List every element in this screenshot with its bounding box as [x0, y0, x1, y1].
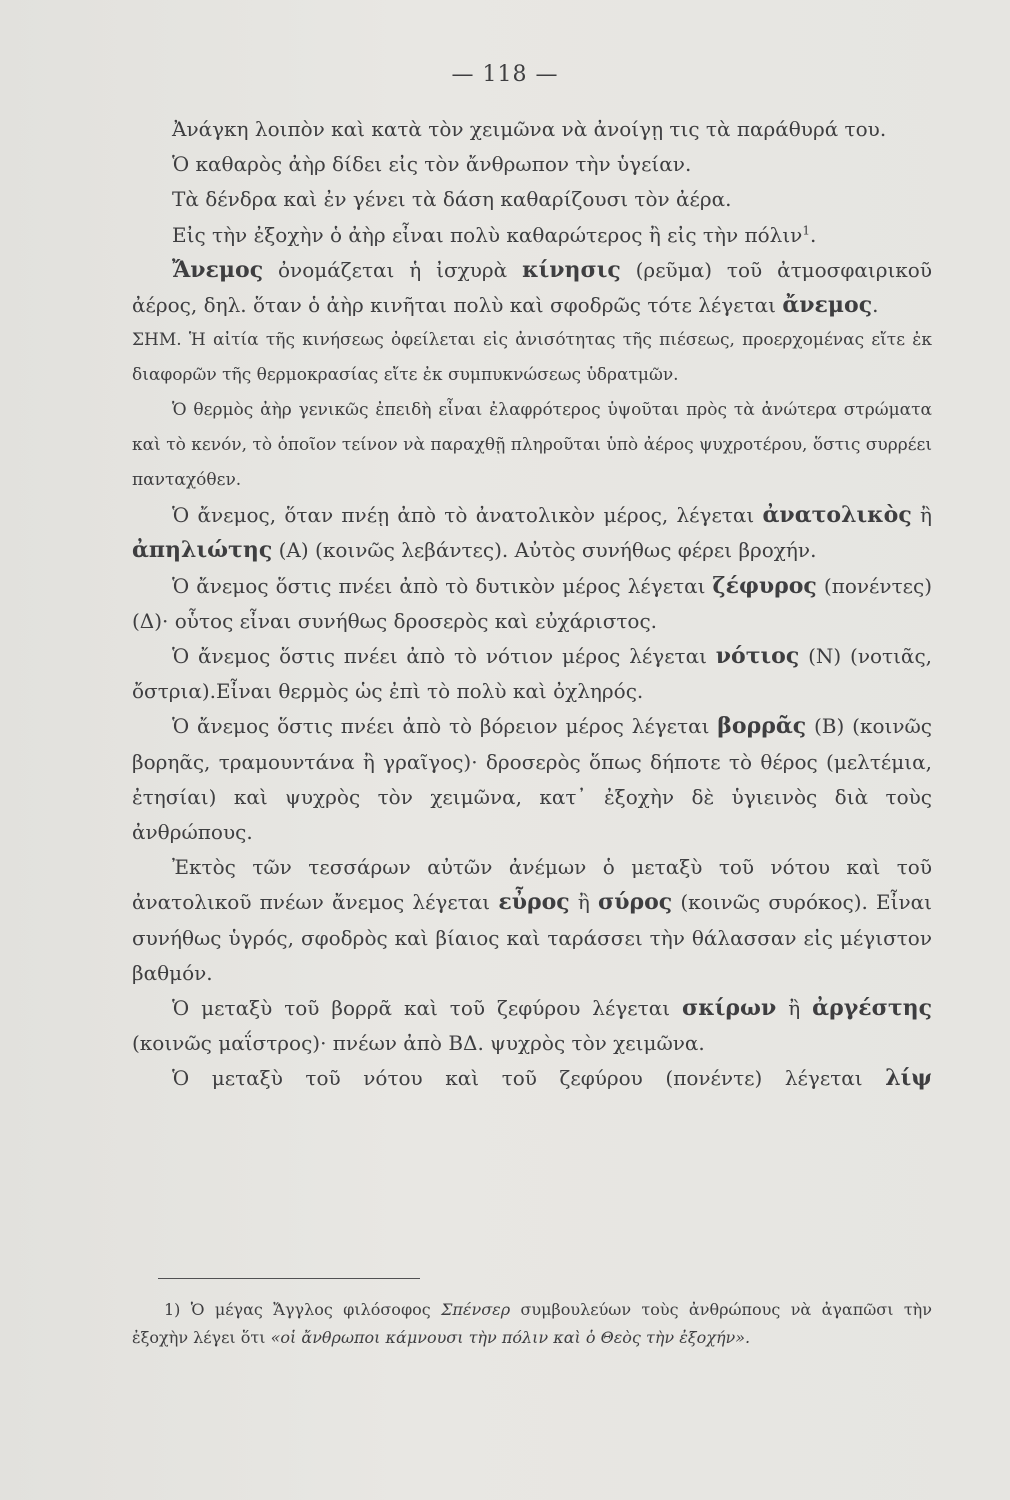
- term: εὖρος: [498, 889, 570, 916]
- text: (Β) (κοινῶς βορηᾶς, τραμουντάνα ἢ γραῖγος)· δροσερὸς ὅπως δήποτε τὸ θέρος (μελτέμια, ἐτησίαι) καὶ ψυχρὸς τὸν χειμῶνα, κατ᾽ ἐξοχὴν δὲ ὑγιεινὸς διὰ τοὺς ἀνθρώπους.: [132, 714, 932, 845]
- text: ὀνομάζεται ἡ ἰσχυρὰ: [263, 257, 523, 282]
- footnote-text: [132, 1296, 932, 1352]
- text: Ὁ καθαρὸς ἀὴρ δίδει εἰς τὸν ἄνθρωπον τὴν ὑγείαν.: [172, 152, 692, 177]
- term: ζέφυρος: [712, 572, 817, 599]
- text: Ὁ μεταξὺ τοῦ νότου καὶ τοῦ ζεφύρου (πονέντε) λέγεται: [172, 1066, 886, 1091]
- text: Ὁ ἄνεμος ὅστις πνέει ἀπὸ τὸ νότιον μέρος λέγεται: [172, 644, 716, 669]
- author-name: Σπένσερ: [441, 1300, 511, 1319]
- paragraph: [132, 112, 932, 147]
- text: Ὁ μεταξὺ τοῦ βορρᾶ καὶ τοῦ ζεφύρου λέγεται: [172, 996, 683, 1021]
- text: (Ν) (νοτιᾶς, ὄστρια).Εἶναι θερμὸς ὡς ἐπὶ τὸ πολὺ καὶ ὀχληρός.: [132, 644, 932, 704]
- term: ἀπηλιώτης: [132, 537, 273, 564]
- text: συμβουλεύων τοὺς ἀνθρώπους νὰ ἀγαπῶσι τὴν ἐξοχὴν λέγει ὅτι: [132, 1300, 932, 1347]
- paragraph-euros: [132, 850, 932, 991]
- text: Ἐκτὸς τῶν τεσσάρων αὐτῶν ἀνέμων ὁ μεταξὺ τοῦ νότου καὶ τοῦ ἀνατολικοῦ πνέων ἄνεμος λέγεται: [132, 855, 932, 915]
- text: .: [809, 222, 817, 247]
- term: ἀνατολικὸς: [762, 502, 912, 529]
- text: ἢ: [911, 503, 932, 528]
- text: Ὁ ἄνεμος ὅστις πνέει ἀπὸ τὸ βόρειον μέρος λέγεται: [172, 714, 718, 739]
- term: σκίρων: [682, 995, 777, 1022]
- body-text: [132, 112, 932, 1097]
- footnote-rule: [158, 1278, 420, 1279]
- text: ἢ: [776, 996, 813, 1021]
- text: (πονέντες) (Δ)· οὗτος εἶναι συνήθως δροσερὸς καὶ εὐχάριστος.: [132, 573, 933, 633]
- text: Ἀνάγκη λοιπὸν καὶ κατὰ τὸν χειμῶνα νὰ ἀνοίγῃ τις τὰ παράθυρά του.: [172, 117, 887, 141]
- quote: «οἱ ἄνθρωποι κάμνουσι τὴν πόλιν καὶ ὁ Θεὸς τὴν ἐξοχήν».: [270, 1328, 751, 1347]
- paragraph: [132, 182, 932, 217]
- paragraph: [132, 147, 932, 182]
- paragraph-wind-definition: [132, 253, 932, 323]
- text: Ὁ ἄνεμος, ὅταν πνέῃ ἀπὸ τὸ ἀνατολικὸν μέρος, λέγεται: [172, 503, 763, 528]
- term: λίψ: [885, 1065, 932, 1092]
- term-anemos: Ἄνεμος: [172, 256, 264, 283]
- page-number: — 118 —: [451, 62, 559, 87]
- footnote-marker: 1: [802, 222, 810, 237]
- note: [132, 323, 932, 393]
- text: 1) Ὁ μέγας Ἄγγλος φιλόσοφος: [164, 1300, 442, 1319]
- paragraph-west-wind: [132, 569, 932, 639]
- text: .: [872, 293, 879, 318]
- term-anemos-2: ἄνεμος: [782, 292, 873, 319]
- text: Ὁ ἄνεμος ὅστις πνέει ἀπὸ τὸ δυτικὸν μέρος λέγεται: [172, 573, 713, 598]
- text: (ρεῦμα) τοῦ ἀτμοσφαιρικοῦ ἀέρος, δηλ. ὅταν ὁ ἀὴρ κινῆται πολὺ καὶ σφοδρῶς τότε λέγεται: [132, 257, 932, 318]
- text: Ὁ θερμὸς ἀὴρ γενικῶς ἐπειδὴ εἶναι ἐλαφρότερος ὑψοῦται πρὸς τὰ ἀνώτερα στρώματα καὶ τὸ κενόν, τὸ ὁποῖον τείνον νὰ παραχθῇ πληροῦται ὑπὸ ἀέρος ψυχροτέρου, ὅστις συρρέει πανταχόθεν.: [132, 400, 932, 491]
- paragraph-north-wind: [132, 709, 932, 850]
- text: (κοινῶς συρόκος). Εἶναι συνήθως ὑγρός, σφοδρὸς καὶ βίαιος καὶ ταράσσει τὴν θάλασσαν εἰς μέγιστον βαθμόν.: [132, 890, 932, 985]
- term: σύρος: [598, 889, 673, 916]
- note: [132, 393, 932, 498]
- text: (Α) (κοινῶς λεβάντες). Αὐτὸς συνήθως φέρει βροχήν.: [272, 538, 817, 563]
- term: ἀργέστης: [812, 995, 933, 1022]
- text: (κοινῶς μαΐστρος)· πνέων ἀπὸ ΒΔ. ψυχρὸς τὸν χειμῶνα.: [132, 1031, 705, 1056]
- text: Τὰ δένδρα καὶ ἐν γένει τὰ δάση καθαρίζουσι τὸν ἀέρα.: [172, 187, 732, 212]
- paragraph: [132, 218, 932, 253]
- paragraph-lips: [132, 1061, 932, 1096]
- paragraph-skiron: [132, 991, 932, 1061]
- term: βορρᾶς: [717, 713, 807, 740]
- text: Εἰς τὴν ἐξοχὴν ὁ ἀὴρ εἶναι πολὺ καθαρώτερος ἢ εἰς τὴν πόλιν: [172, 222, 803, 247]
- term: νότιος: [715, 643, 800, 670]
- paragraph-south-wind: [132, 639, 932, 709]
- term-kinisis: κίνησις: [522, 256, 621, 283]
- text: ἢ: [569, 890, 598, 915]
- paragraph-east-wind: [132, 498, 932, 568]
- footnote: [132, 1296, 932, 1352]
- text: ΣΗΜ. Ἡ αἰτία τῆς κινήσεως ὀφείλεται εἰς ἀνισότητας τῆς πιέσεως, προερχομένας εἴτε ἐκ διαφορῶν τῆς θερμοκρασίας εἴτε ἐκ συμπυκνώσεως ὑδρατμῶν.: [132, 330, 932, 386]
